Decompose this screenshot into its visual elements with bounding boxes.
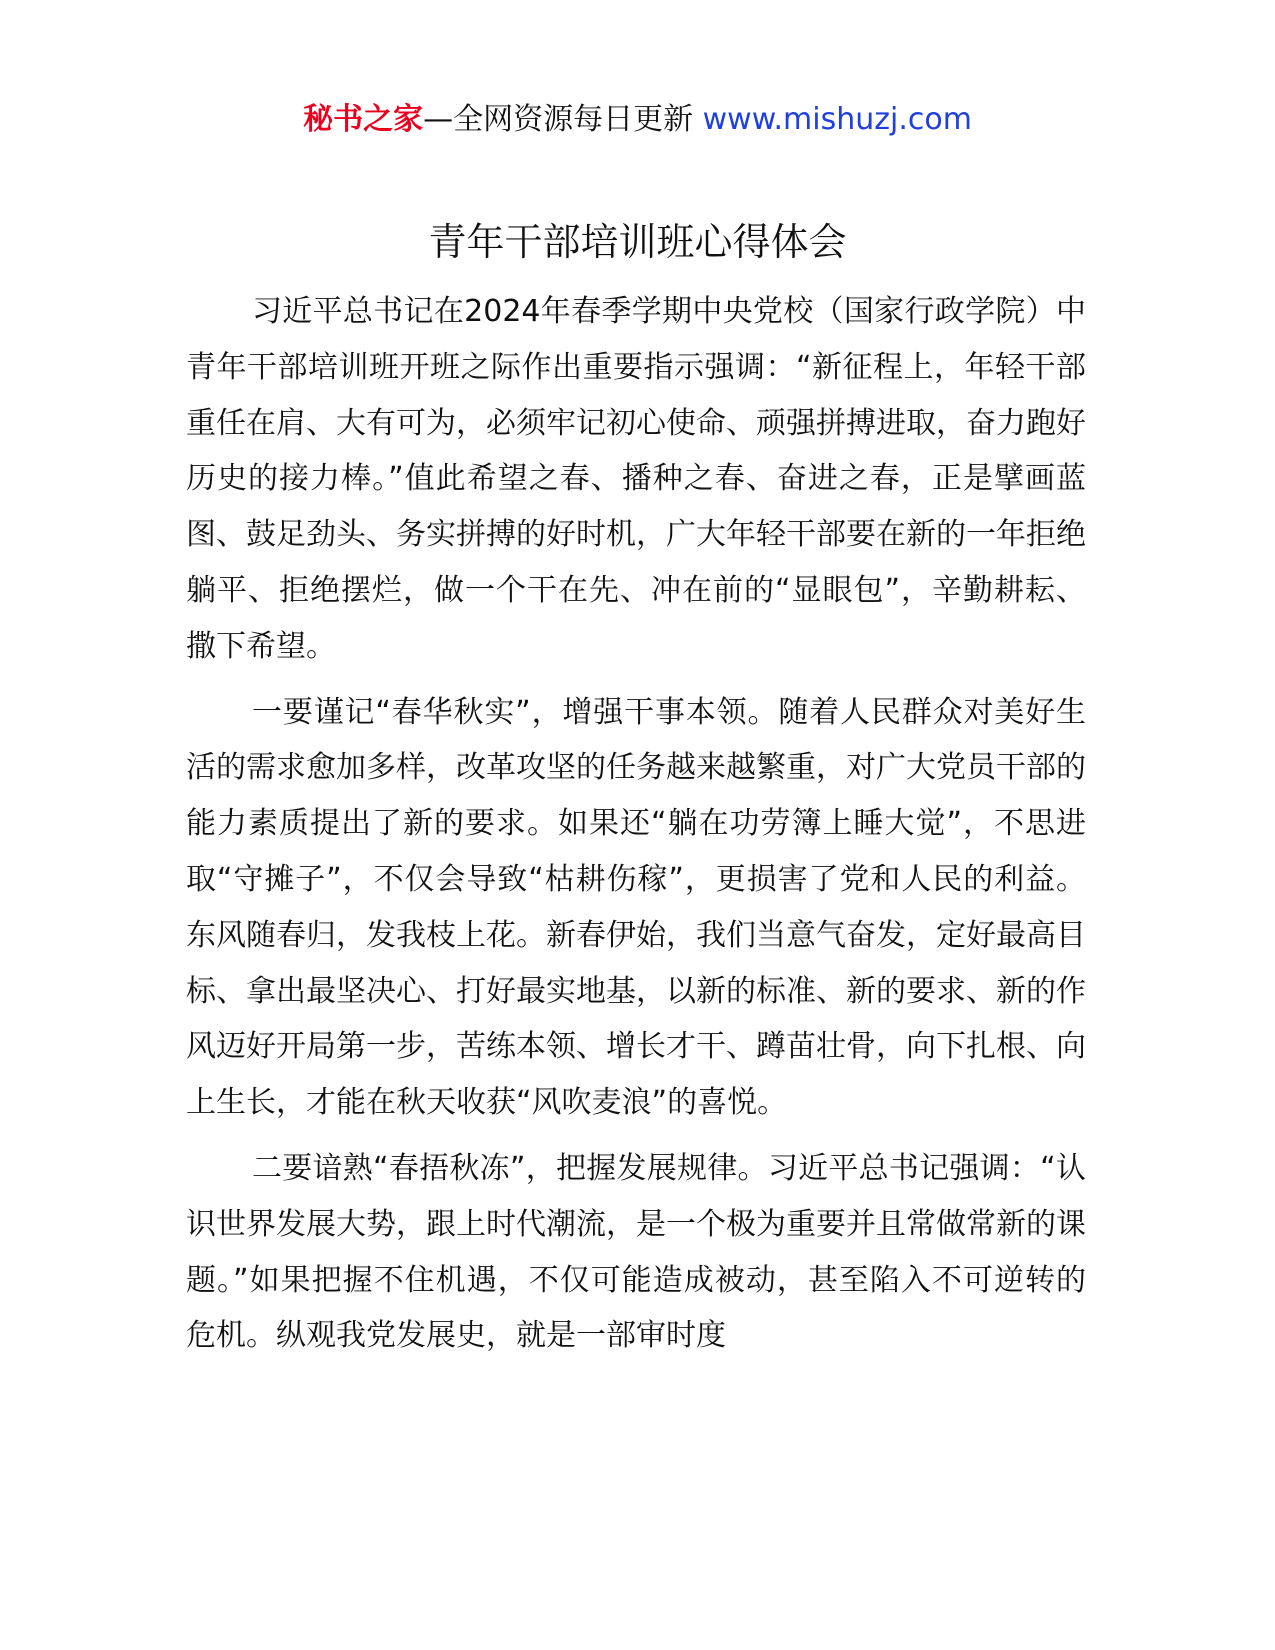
document-body (186, 284, 1086, 1374)
document-title: 青年干部培训班心得体会 (428, 220, 847, 264)
banner-tagline: —全网资源每日更新 (423, 102, 694, 137)
paragraph-point-two: 二要谙熟“春捂秋冻”，把握发展规律。习近平总书记强调：“认识世界发展大势，跟上时代潮流，是一个极为重要并且常做常新的课题。”如果把握不住机遇，不仅可能造成被动，甚至陷入不可逆转的危机。纵观我党发展史，就是一部审时度 (186, 1150, 1086, 1354)
site-url-link[interactable]: www.mishuzj.com (702, 102, 972, 137)
paragraph-point-one: 一要谨记“春华秋实”，增强干事本领。随着人民群众对美好生活的需求愈加多样，改革攻坚的任务越来越繁重，对广大党员干部的能力素质提出了新的要求。如果还“躺在功劳簿上睡大觉”，不思进取“守摊子”，不仅会导致“枯耕伤稼”，更损害了党和人民的利益。东风随春归，发我枝上花。新春伊始，我们当意气奋发，定好最高目标、拿出最坚决心、打好最实地基，以新的标准、新的要求、新的作风迈好开局第一步，苦练本领、增长才干、蹲苗壮骨，向下扎根、向上生长，才能在秋天收获“风吹麦浪”的喜悦。 (186, 694, 1086, 1121)
paragraph-intro: 习近平总书记在2024年春季学期中央党校（国家行政学院）中青年干部培训班开班之际作出重要指示强调：“新征程上，年轻干部重任在肩、大有可为，必须牢记初心使命、顽强拼搏进取，奋力跑好历史的接力棒。”值此希望之春、播种之春、奋进之春，正是擘画蓝图、鼓足劲头、务实拼搏的好时机，广大年轻干部要在新的一年拒绝躺平、拒绝摆烂，做一个干在先、冲在前的“显眼包”，辛勤耕耘、撒下希望。 (186, 294, 1086, 664)
site-banner (0, 98, 1275, 142)
brand-name: 秘书之家 (303, 102, 424, 137)
